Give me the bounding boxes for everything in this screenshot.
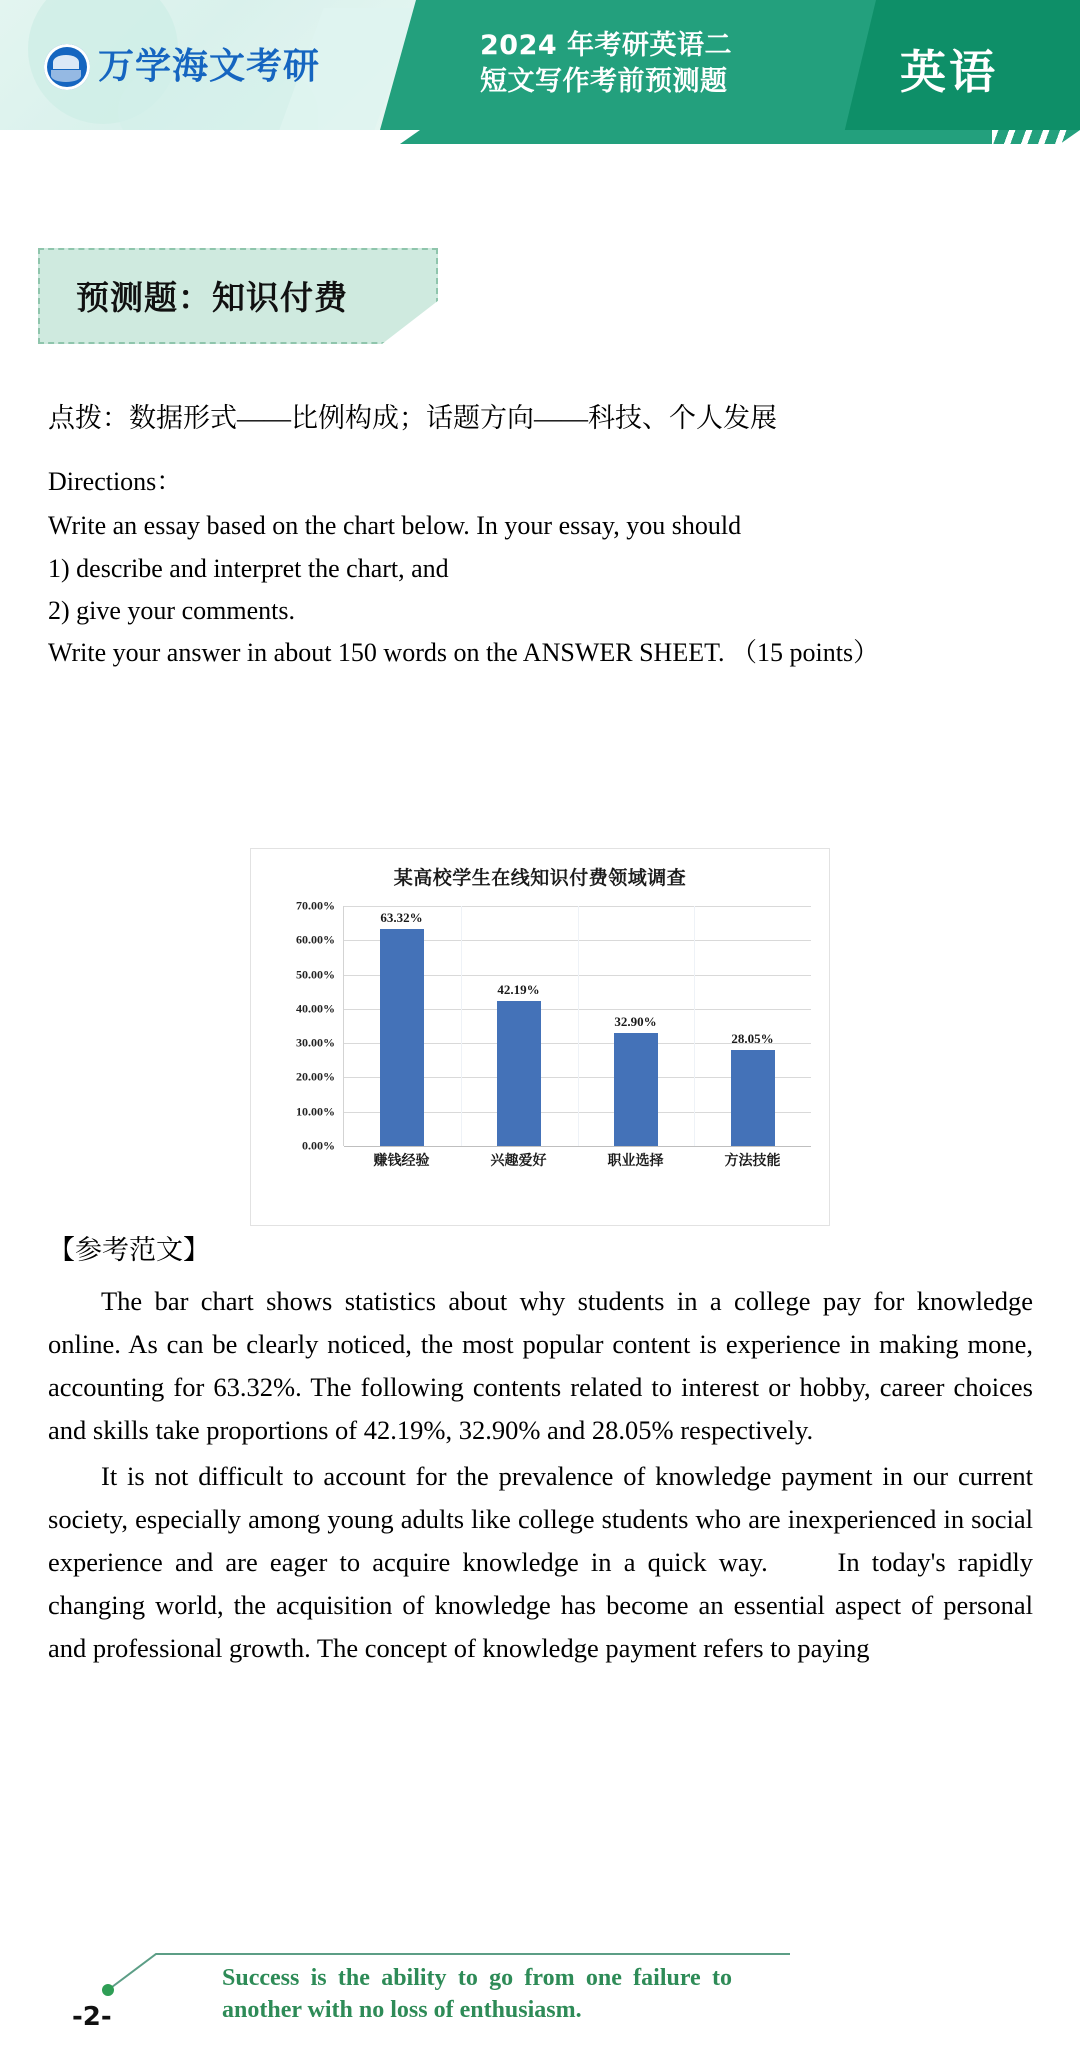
chart-y-tick: 40.00% — [296, 1001, 335, 1016]
chart-gridline — [344, 1146, 811, 1147]
header-underbar-green — [400, 130, 1080, 144]
directions-line-1: Write an essay based on the chart below. In your essay, you should — [48, 511, 742, 541]
chart-x-tick: 方法技能 — [724, 1153, 781, 1169]
directions-line-2: 1) describe and interpret the chart, and — [48, 553, 449, 583]
chart-bar-value-label: 28.05% — [731, 1030, 774, 1046]
directions-label: Directions： — [48, 467, 183, 497]
chart-title: 某高校学生在线知识付费领域调查 — [393, 867, 687, 889]
directions-section — [48, 400, 1033, 674]
chart-plot-area — [265, 898, 811, 1174]
chart-y-tick: 20.00% — [296, 1069, 335, 1084]
chart-bars — [343, 906, 811, 1146]
chart-bar — [731, 1030, 775, 1146]
chart-bar-slot — [577, 906, 694, 1146]
chart-y-tick: 0.00% — [302, 1138, 335, 1153]
directions-line-4: Write your answer in about 150 words on the ANSWER SHEET. （15 points） — [48, 637, 880, 667]
chart-x-tick: 赚钱经验 — [373, 1153, 430, 1169]
chart-bar — [380, 909, 424, 1146]
chart-bar — [614, 1014, 658, 1146]
banner-title-line2: 短文写作考前预测题 — [480, 65, 728, 97]
brand-logo — [44, 44, 320, 90]
header-underbar — [0, 130, 1080, 150]
page-number: -2- — [72, 2002, 112, 2032]
sample-essay-heading: 【参考范文】 — [48, 1235, 210, 1265]
subject-tag-label: 英语 — [900, 45, 998, 99]
chart-y-tick: 70.00% — [296, 898, 335, 913]
survey-bar-chart — [250, 848, 830, 1226]
chart-x-axis — [343, 1150, 811, 1170]
chart-bar-slot — [460, 906, 577, 1146]
chart-y-axis — [265, 898, 343, 1153]
footer-quote: Success is the ability to go from one failure to another with no loss of enthusiasm. — [222, 1965, 732, 2024]
directions-line-3: 2) give your comments. — [48, 595, 295, 625]
chart-y-tick: 10.00% — [296, 1104, 335, 1119]
hint-line: 点拨：数据形式——比例构成；话题方向——科技、个人发展 — [48, 403, 777, 433]
essay-paragraph-1: The bar chart shows statistics about why students in a college pay for knowledge online. As can be clearly noticed, the most popular content is experience in making mone, accounting for 63.32%. The following contents related to interest or hobby, career choices and skills take proportions of 42.19%, 32.90% and 28.05% respectively. — [48, 1285, 1033, 1446]
chart-bar-slot — [343, 906, 460, 1146]
wave-circle-logo-icon — [44, 44, 90, 90]
chart-bar-value-label: 63.32% — [380, 909, 423, 925]
chart-y-tick: 50.00% — [296, 967, 335, 982]
chart-x-tick: 职业选择 — [607, 1153, 664, 1169]
chart-y-tick: 30.00% — [296, 1035, 335, 1050]
banner-title — [480, 28, 840, 99]
header-underbar-slashes-icon — [992, 130, 1072, 144]
page-footer — [0, 1940, 1080, 2057]
sample-essay-section — [48, 1232, 1033, 1672]
page-header-banner — [0, 0, 1080, 150]
brand-logo-text: 万学海文考研 — [98, 46, 321, 87]
chart-bar-slot — [694, 906, 811, 1146]
chart-y-tick: 60.00% — [296, 932, 335, 947]
banner-title-line1: 2024 年考研英语二 — [480, 30, 733, 61]
essay-paragraph-2: It is not difficult to account for the prevalence of knowledge payment in our current society, especially among young adults like college students who are inexperienced in social experience and are eager to acquire knowledge in a quick way. In today's rapidly changing world, the acquisition of knowledge has become an essential aspect of personal and professional growth. The concept of knowledge payment refers to paying — [48, 1460, 1033, 1664]
chart-bar — [497, 982, 541, 1146]
chart-bar-value-label: 32.90% — [614, 1014, 657, 1030]
chart-bar-value-label: 42.19% — [497, 982, 540, 998]
page-title: 预测题：知识付费 — [76, 278, 348, 317]
chart-x-tick: 兴趣爱好 — [490, 1153, 547, 1169]
